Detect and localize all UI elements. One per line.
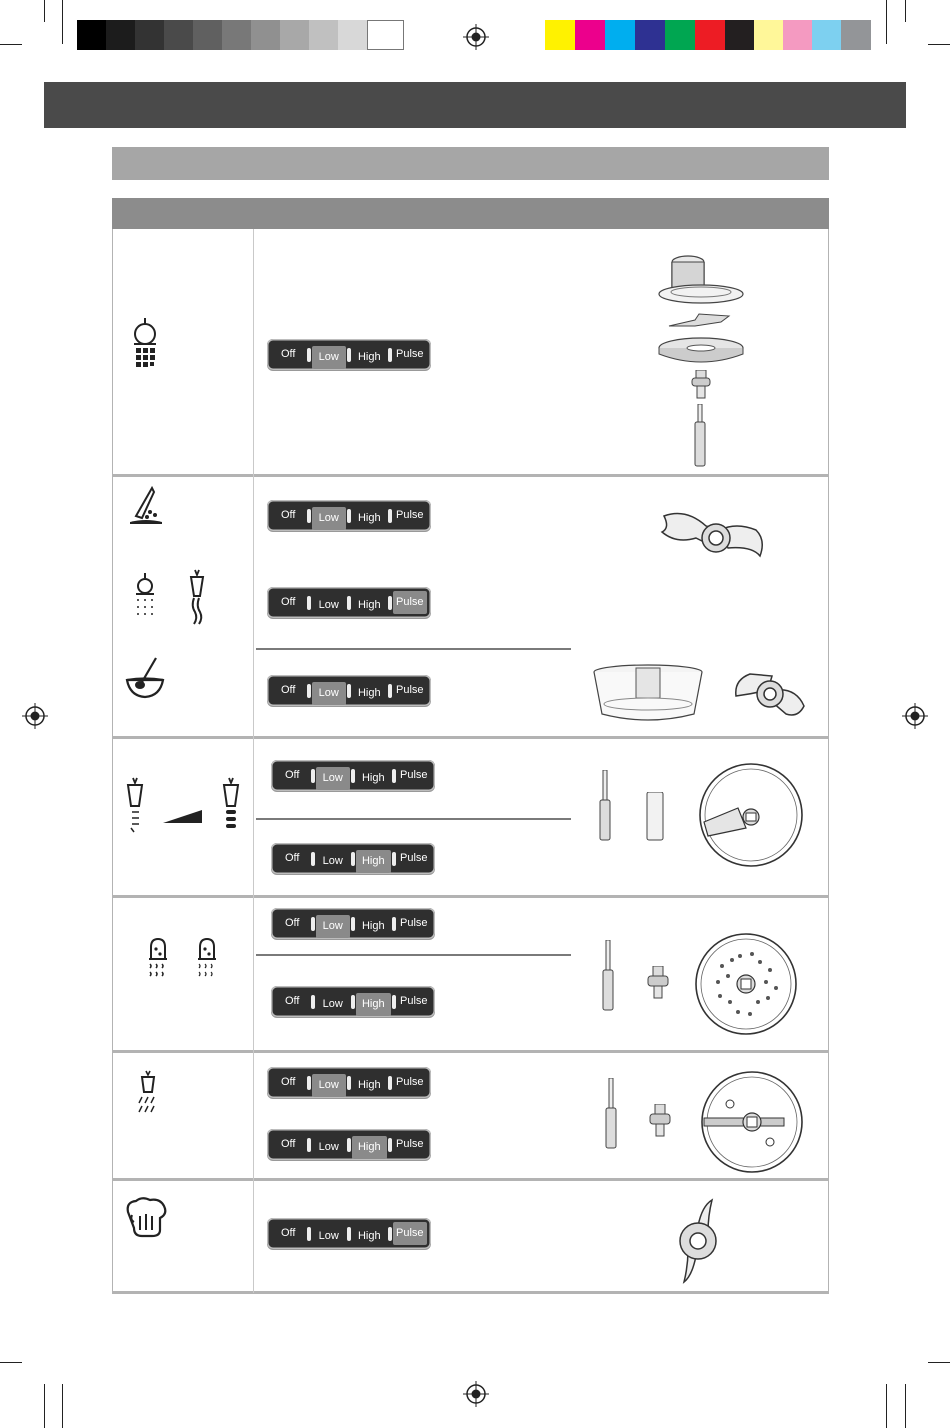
crop-mark: [886, 0, 887, 44]
speed-control[interactable]: [267, 1067, 431, 1098]
speed-low[interactable]: Low: [316, 767, 351, 790]
speed-high[interactable]: High: [356, 993, 391, 1016]
page-header-bar: [44, 82, 906, 128]
speed-off[interactable]: Off: [281, 1076, 296, 1088]
mini-blade: [732, 666, 808, 722]
speed-low[interactable]: Low: [318, 1141, 339, 1153]
row-divider: [112, 474, 829, 477]
onion-mince-icon: [133, 572, 157, 618]
speed-control[interactable]: [267, 1218, 431, 1249]
speed-pulse[interactable]: Pulse: [395, 1138, 424, 1150]
speed-low[interactable]: Low: [316, 915, 351, 938]
speed-control[interactable]: [267, 339, 431, 370]
adjustable-slicing-disc: [698, 762, 804, 868]
speed-high[interactable]: High: [357, 599, 381, 611]
onion-dice-icon: [128, 316, 162, 370]
speed-high[interactable]: High: [357, 1230, 381, 1242]
crop-mark: [44, 1384, 45, 1428]
crop-mark: [905, 1384, 906, 1428]
crop-mark: [886, 1384, 887, 1428]
registration-mark-icon: [22, 703, 48, 729]
thickness-wedge-icon: [163, 808, 203, 824]
row-divider: [112, 1178, 829, 1181]
row-divider: [112, 736, 829, 739]
carrot-julienne-icon: [136, 1070, 160, 1118]
speed-control[interactable]: [267, 1129, 431, 1160]
speed-pulse[interactable]: Pulse: [395, 1076, 424, 1088]
crop-mark: [62, 1384, 63, 1428]
speed-pulse[interactable]: Pulse: [393, 1222, 428, 1245]
speed-low[interactable]: Low: [312, 346, 347, 369]
knife-chop-icon: [126, 486, 166, 528]
cheese-fine-icon: [146, 937, 170, 981]
section-title-bar: [112, 147, 829, 180]
speed-high[interactable]: High: [357, 1079, 381, 1091]
speed-control[interactable]: [271, 908, 435, 939]
speed-pulse[interactable]: Pulse: [393, 591, 428, 614]
row-divider: [112, 1291, 829, 1294]
speed-control[interactable]: [267, 587, 431, 618]
speed-low[interactable]: Low: [322, 998, 343, 1010]
speed-off[interactable]: Off: [285, 769, 300, 781]
sub-row-divider: [256, 648, 571, 650]
speed-off[interactable]: Off: [285, 917, 300, 929]
row-divider: [112, 1050, 829, 1053]
speed-low[interactable]: Low: [312, 1074, 347, 1097]
speed-pulse[interactable]: Pulse: [399, 995, 428, 1007]
speed-control[interactable]: [271, 760, 435, 791]
multipurpose-blade: [656, 506, 770, 566]
registration-mark-icon: [463, 1381, 489, 1407]
speed-high[interactable]: High: [361, 772, 385, 784]
mixing-bowl-icon: [124, 654, 166, 700]
speed-high[interactable]: High: [356, 850, 391, 873]
sub-row-divider: [256, 954, 571, 956]
carrot-puree-icon: [186, 568, 208, 626]
speed-pulse[interactable]: Pulse: [395, 684, 424, 696]
speed-high[interactable]: High: [357, 351, 381, 363]
speed-pulse[interactable]: Pulse: [395, 348, 424, 360]
cheese-medium-icon: [195, 937, 219, 981]
speed-low[interactable]: Low: [318, 599, 339, 611]
speed-low[interactable]: Low: [322, 855, 343, 867]
carrot-thin-icon: [124, 776, 146, 834]
mini-bowl: [592, 664, 704, 726]
adapter: [645, 792, 665, 842]
stem: [598, 770, 612, 842]
drive-shaft: [690, 404, 710, 468]
speed-pulse[interactable]: Pulse: [399, 769, 428, 781]
crop-mark: [928, 1362, 950, 1363]
stem: [604, 1078, 618, 1150]
registration-mark-icon: [902, 703, 928, 729]
speed-low[interactable]: Low: [312, 682, 347, 705]
crop-mark: [44, 0, 45, 22]
dicing-kit-lid: [656, 248, 746, 308]
column-divider: [253, 229, 254, 1293]
speed-control[interactable]: [271, 986, 435, 1017]
dicing-grid: [656, 334, 746, 368]
speed-pulse[interactable]: Pulse: [399, 917, 428, 929]
dough-hand-icon: [124, 1196, 168, 1238]
speed-high[interactable]: High: [357, 687, 381, 699]
speed-off[interactable]: Off: [281, 348, 296, 360]
speed-off[interactable]: Off: [281, 596, 296, 608]
speed-high[interactable]: High: [357, 512, 381, 524]
crop-mark: [62, 0, 63, 44]
speed-off[interactable]: Off: [281, 1227, 296, 1239]
speed-control[interactable]: [267, 675, 431, 706]
speed-off[interactable]: Off: [281, 684, 296, 696]
speed-pulse[interactable]: Pulse: [395, 509, 424, 521]
carrot-thick-icon: [220, 776, 242, 834]
table-header: [112, 198, 829, 229]
stem: [601, 940, 615, 1012]
sub-row-divider: [256, 818, 571, 820]
speed-control[interactable]: [271, 843, 435, 874]
speed-off[interactable]: Off: [285, 852, 300, 864]
speed-control[interactable]: [267, 500, 431, 531]
shredding-disc: [694, 932, 798, 1036]
speed-off[interactable]: Off: [281, 509, 296, 521]
speed-high[interactable]: High: [361, 920, 385, 932]
speed-off[interactable]: Off: [281, 1138, 296, 1150]
adapter: [648, 1104, 672, 1138]
speed-low[interactable]: Low: [318, 1230, 339, 1242]
crop-mark: [928, 44, 950, 45]
crop-mark: [0, 1362, 22, 1363]
speed-pulse[interactable]: Pulse: [399, 852, 428, 864]
crop-mark: [0, 44, 22, 45]
speed-low[interactable]: Low: [312, 507, 347, 530]
speed-off[interactable]: Off: [285, 995, 300, 1007]
adapter: [646, 966, 670, 1000]
julienne-disc: [700, 1070, 804, 1174]
speed-high[interactable]: High: [352, 1136, 387, 1159]
drive-adapter: [690, 370, 712, 400]
row-divider: [112, 895, 829, 898]
dicing-blade: [665, 312, 735, 332]
dough-blade: [672, 1196, 724, 1286]
registration-mark-icon: [463, 24, 489, 50]
crop-mark: [905, 0, 906, 22]
